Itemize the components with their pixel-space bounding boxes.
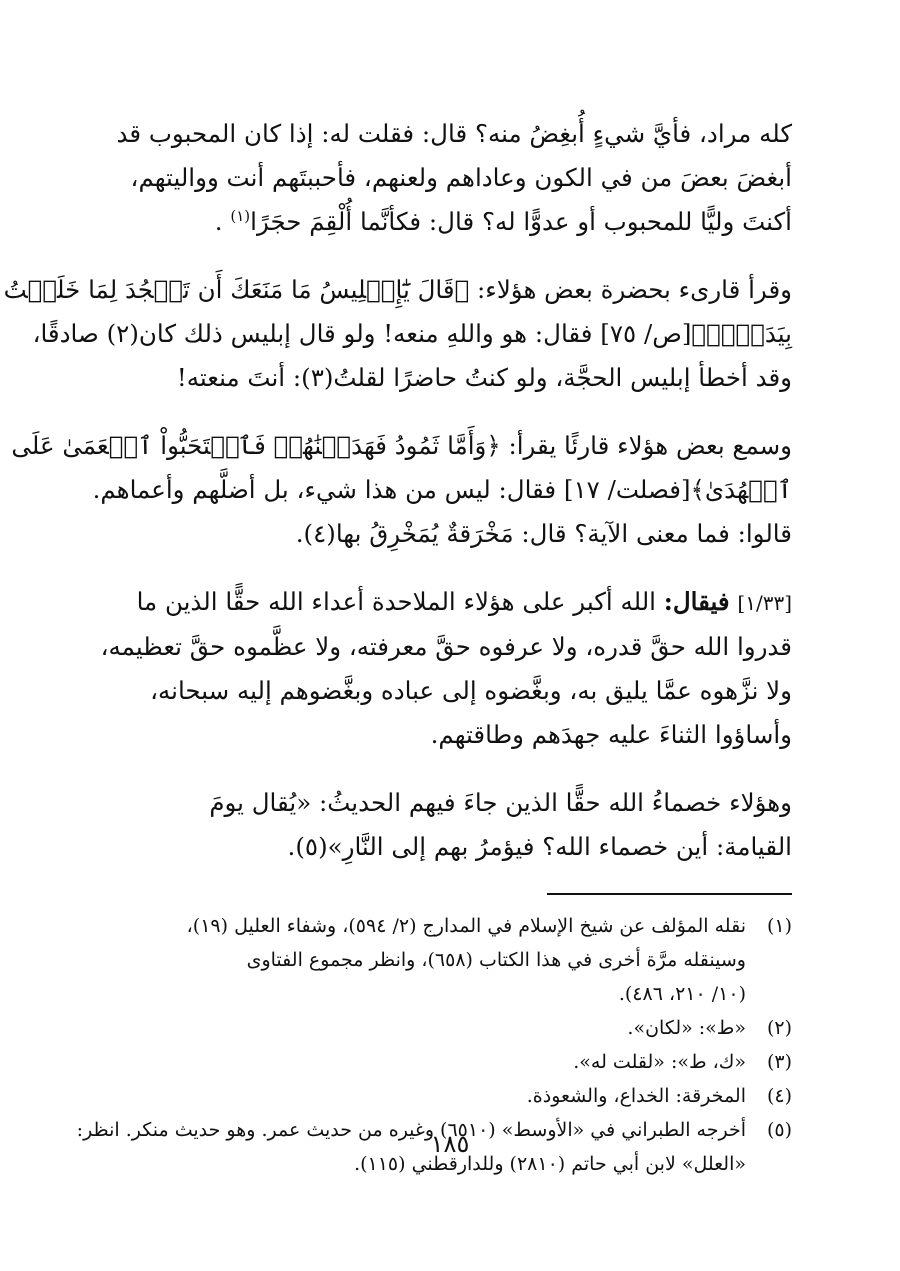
text-line: المخرقة: الخداع، والشعوذة. (526, 1085, 746, 1107)
text-line: وسمع بعض هؤلاء قارئًا يقرأ: ﴿وَأَمَّا ثَمُودُ فَهَدَيۡنَٰهُمۡ فَٱسۡتَحَبُّواْ ٱلۡعَمَىٰ عَلَى (11, 431, 792, 460)
paragraph-2 (3, 268, 792, 400)
paragraph-4 (100, 580, 792, 757)
text-segment: . (214, 207, 223, 236)
footnote-number: (٣) (766, 1051, 792, 1073)
manuscript-ref: [١/٣٣] (737, 591, 792, 615)
footnote-text (110, 1045, 746, 1079)
text-line: وأساؤوا الثناءَ عليه جهدَهم وطاقتهم. (430, 720, 792, 749)
footnote-3 (110, 1045, 792, 1079)
footnote-text (110, 1011, 746, 1045)
text-segment: أكنتَ وليًّا للمحبوب أو عدوًّا له؟ قال: فكأنَّما أُلْقِمَ حجَرًا (250, 207, 792, 236)
text-line: ٱلۡهُدَىٰ﴾[فصلت/ ١٧] فقال: ليس من هذا شيء، بل أضلَّهم وأعماهم. (92, 475, 792, 504)
text-segment: الله أكبر على هؤلاء الملاحدة أعداء الله حقًّا الذين ما (136, 587, 656, 616)
paragraph-3 (11, 424, 792, 556)
text-line: القيامة: أين خصماء الله؟ فيؤمرُ بهم إلى النَّارِ»(٥). (287, 832, 792, 861)
text-line: «ط»: «لكان». (627, 1017, 746, 1039)
footnote-text (110, 1079, 746, 1113)
footnote-4 (110, 1079, 792, 1113)
footnote-number: (٢) (766, 1017, 792, 1039)
footnote-number: (٤) (766, 1085, 792, 1107)
text-line: نقله المؤلف عن شيخ الإسلام في المدارج (٢/ ٥٩٤)، وشفاء العليل (١٩)، (186, 915, 746, 937)
page-number: ١٨٥ (430, 1130, 470, 1158)
text-line: «العلل» لابن أبي حاتم (٢٨١٠) وللدارقطني (١١٥). (354, 1153, 746, 1175)
text-line: وقرأ قارىء بحضرة بعض هؤلاء: ﴿قَالَ يَٰٓإِبۡلِيسُ مَا مَنَعَكَ أَن تَسۡجُدَ لِمَا خَلَقۡتُ (3, 275, 792, 304)
text-line: كله مراد، فأيَّ شيءٍ أُبغِضُ منه؟ قال: فقلت له: إذا كان المحبوب قد (116, 119, 792, 148)
lead-word: فيقال: (663, 587, 730, 616)
text-line: «ك، ط»: «لقلت له». (573, 1051, 746, 1073)
text-line: ولا نزَّهوه عمَّا يليق به، وبغَّضوه إلى عباده وبغَّضوهم إليه سبحانه، (150, 676, 792, 705)
paragraph-1 (110, 112, 792, 244)
footnote-number: (١) (766, 915, 792, 937)
footnote-2 (110, 1011, 792, 1045)
text-line: أخرجه الطبراني في «الأوسط» (٦٥١٠) وغيره من حديث عمر. وهو حديث منكر. انظر: (76, 1119, 746, 1141)
text-line: بِيَدَيَّۖ﴾[ص/ ٧٥] فقال: هو واللهِ منعه! ولو قال إبليس ذلك كان(٢) صادقًا، (32, 319, 792, 348)
text-line: أبغضَ بعضَ من في الكون وعاداهم ولعنهم، فأحببتَهم أنت وواليتهم، (130, 163, 792, 192)
paragraph-5 (110, 781, 792, 869)
footnote-ref: (١) (230, 206, 251, 225)
text-line: وسينقله مرَّة أخرى في هذا الكتاب (٦٥٨)، وانظر مجموع الفتاوى (246, 949, 746, 971)
footnote-1 (110, 909, 792, 1011)
text-line: (١٠/ ٢١٠، ٤٨٦). (618, 983, 746, 1005)
footnote-number: (٥) (766, 1119, 792, 1141)
footnote-text (110, 909, 746, 1011)
text-line: قدروا الله حقَّ قدره، ولا عرفوه حقَّ معرفته، ولا عظَّموه حقَّ تعظيمه، (100, 632, 792, 661)
text-line: وقد أخطأ إبليس الحجَّة، ولو كنتُ حاضرًا لقلتُ(٣): أنتَ منعته! (176, 363, 792, 392)
text-line: قالوا: فما معنى الآية؟ قال: مَخْرَقةٌ يُمَخْرِقُ بها(٤). (295, 519, 792, 548)
text-line (110, 580, 792, 625)
footnote-divider (547, 893, 792, 895)
text-line: وهؤلاء خصماءُ الله حقًّا الذين جاءَ فيهم الحديثُ: «يُقال يومَ (209, 788, 792, 817)
text-line (110, 200, 792, 244)
